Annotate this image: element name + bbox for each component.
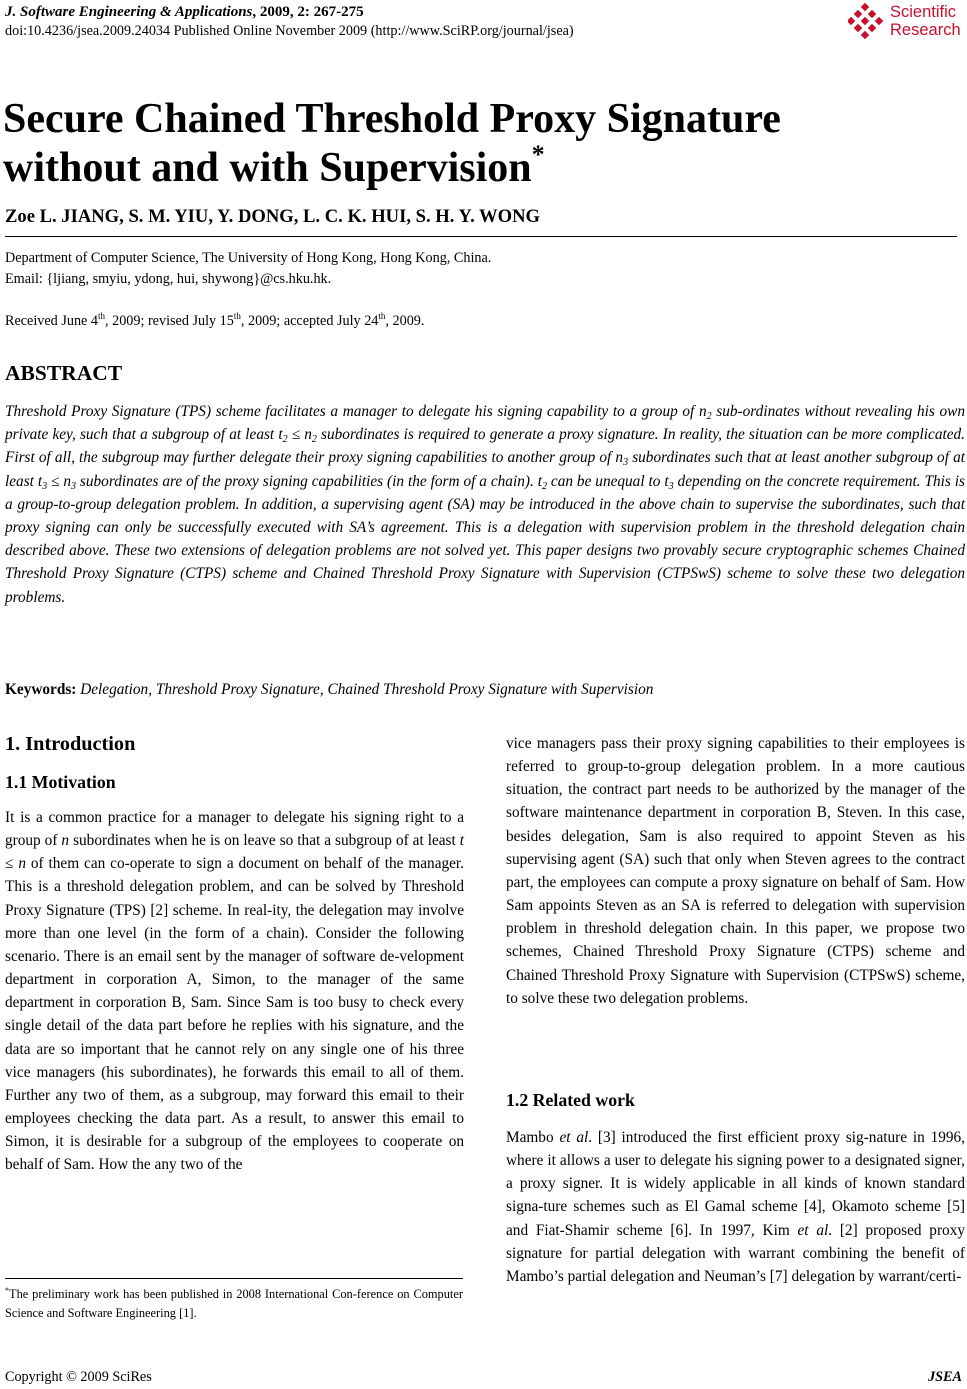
received-text-4: , 2009. — [385, 313, 425, 329]
italic-run: et al — [559, 1129, 589, 1146]
ordinal-suffix: th — [233, 311, 241, 321]
title-line-1: Secure Chained Threshold Proxy Signature — [3, 96, 781, 142]
math-var: t — [459, 832, 464, 850]
keywords-label: Keywords — [5, 681, 72, 698]
body-run: It is a common practice for a manager to delegate his signing right to a group of — [5, 809, 464, 850]
section-heading-introduction: 1. Introduction — [5, 733, 136, 755]
subsection-heading-related-work: 1.2 Related work — [506, 1090, 635, 1110]
abstract-heading: ABSTRACT — [5, 361, 123, 385]
received-text-1: Received June 4 — [5, 313, 98, 329]
doi-line: doi:10.4236/jsea.2009.24034 Published Online November 2009 (http://www.SciRP.org/journal/jsea) — [5, 23, 574, 39]
abstract-run: ≤ n — [287, 426, 312, 444]
abstract-run: Threshold Proxy Signature (TPS) scheme facilitates a manager to delegate his signing capability to a group of n — [5, 403, 707, 420]
motivation-paragraph-continued: vice managers pass their proxy signing capabilities to their employees is referred to group-to-group delegation problem. In a more cautious situation, the contract part needs to be authorized by the manager of the software maintenance department in corporation B, Steven. In this case, besides delegation, Sam is also required to appoint Steven as his supervising agent (SA) such that only when Steven agrees to the contract part, the employees can compute a proxy signature on behalf of Sam. How Sam appoints Steven as an SA is referred to delegation with supervision problem in threshold delegation chain. In this paper, we propose two schemes, Chained Threshold Proxy Signature (CTPS) scheme and Chained Threshold Proxy Signature with Supervision (CTPSwS) scheme, to solve these two delegation problems. — [506, 735, 965, 1007]
subscript: 3 — [42, 480, 48, 492]
abstract-text — [5, 400, 965, 609]
journal-name: J. Software Engineering & Applications — [5, 4, 253, 20]
math-var: n — [61, 832, 70, 850]
logo-line-2: Research — [890, 21, 961, 39]
subscript: 2 — [541, 480, 547, 492]
abstract-run: subordinates are of the proxy signing capabilities (in the form of a chain). t — [76, 472, 542, 490]
abstract-run: can be unequal to t — [546, 472, 669, 490]
keywords-line — [5, 681, 653, 699]
footnote — [5, 1285, 463, 1323]
body-run: subordinates when he is on leave so that a subgroup of at least — [69, 832, 460, 850]
abstract-run: depending on the concrete requirement. This is a group-to-group delegation problem. In addition, a supervising agent (SA) may be introduced in the above chain to supervise the subordinates, such that proxy signing can only be successfully executed with SA’s agreement. This is a delegation with supervision problem in the threshold delegation chain described above. These two extensions of delegation problems are not solved yet. This paper designs two provably secure cryptographic schemes Chained Threshold Proxy Signature (CTPS) scheme and Chained Threshold Proxy Signature with Supervision (CTPSwS) scheme to solve these two delegation problems. — [5, 472, 965, 606]
logo-line-1: Scientific — [890, 3, 957, 21]
subscript: 2 — [706, 411, 712, 422]
italic-run: et al — [797, 1221, 829, 1239]
email-line: Email: {ljiang, smyiu, ydong, hui, shywong}@cs.hku.hk. — [5, 271, 332, 287]
subscript: 2 — [282, 434, 288, 446]
footnote-marker: * — [5, 1286, 9, 1295]
body-run: ≤ — [5, 855, 19, 873]
title-line-2: without and with Supervision — [3, 145, 532, 191]
logo-text — [890, 3, 961, 39]
received-text-2: , 2009; revised July 15 — [105, 313, 234, 329]
footnote-rule — [5, 1278, 463, 1279]
copyright-notice: Copyright © 2009 SciRes — [5, 1369, 152, 1385]
body-run: of them can co-operate to sign a document on behalf of the manager. This is a threshold delegation problem, and can be solved by Threshold Proxy Signature (TPS) [2] scheme. In real-ity, the delegation may involve more than one level (in the form of a chain). Consider the following scenario. There is an email sent by the manager of software de-velopment department in corporation A, Simon, to the manager of the same department in corporation B, Sam. Since Sam is too busy to check every single detail of the data part before he replies with his signature, and the data are so important that he cannot rely on any single one of his three vice managers (his subordinates), he forwards this email to all of them. Further any two of them, as a subgroup, may forward this email to their employees checking the data part. As a result, to answer this email to Simon, it is desirable for a subgroup of the employees to cooperate on behalf of Sam. How the any two of the — [5, 855, 464, 1174]
header-rule — [5, 236, 957, 237]
motivation-paragraph — [5, 806, 464, 1177]
journal-header — [5, 4, 364, 21]
journal-volume-pages: , 2009, 2: 267-275 — [252, 4, 364, 20]
subscript: 3 — [668, 480, 674, 492]
logo-mark-icon — [848, 2, 888, 42]
received-text-3: , 2009; accepted July 24 — [240, 313, 379, 329]
math-var: n — [18, 855, 26, 873]
received-dates — [5, 313, 424, 330]
related-work-paragraph — [506, 1126, 965, 1288]
subscript: 3 — [623, 457, 629, 469]
subscript: 2 — [311, 434, 317, 446]
footer-journal-abbrev: JSEA — [928, 1369, 962, 1385]
footnote-text: The preliminary work has been published in 2008 International Con-ference on Computer Science and Software Engineering [1]. — [5, 1287, 463, 1320]
body-run: . [3] introduced the first efficient proxy sig-nature in 1996, where it allows a user to delegate his signing power to a designated signer, a proxy signer. It is widely applicable in all kinds of known standard signa-ture schemes such as El Gamal scheme [4], Okamoto scheme [5] and Fiat-Shamir scheme [6]. In 1997, Kim — [506, 1129, 966, 1239]
ordinal-suffix: th — [97, 311, 105, 321]
abstract-run: sub-ordinates without revealing his own private key, such that a subgroup of at least t — [5, 403, 965, 444]
keywords-colon: : — [71, 681, 81, 698]
publisher-logo — [848, 2, 966, 42]
abstract-run: ≤ n — [47, 472, 71, 490]
body-run: . [2] proposed proxy signature for partial delegation with warrant combining the benefit of Mambo’s partial delegation and Neuman’s [7] delegation by warrant/certi- — [506, 1221, 965, 1285]
subsection-heading-motivation: 1.1 Motivation — [5, 772, 116, 792]
author-list: Zoe L. JIANG, S. M. YIU, Y. DONG, L. C. K. HUI, S. H. Y. WONG — [5, 206, 540, 227]
title-footnote-marker: * — [531, 140, 545, 169]
subscript: 3 — [71, 480, 76, 492]
keywords-text: Delegation, Threshold Proxy Signature, Chained Threshold Proxy Signature with Supervision — [80, 681, 654, 698]
affiliation: Department of Computer Science, The University of Hong Kong, Hong Kong, China. — [5, 250, 492, 266]
abstract-run: subordinates such that at least another subgroup of at least t — [5, 449, 965, 490]
paper-title — [3, 95, 943, 193]
ordinal-suffix: th — [378, 311, 386, 321]
body-run: Mambo — [506, 1129, 560, 1146]
abstract-run: subordinates is required to generate a proxy signature. In reality, the situation can be more complicated. First of all, the subgroup may further delegate their proxy signing capabilities to another group of n — [5, 426, 965, 467]
